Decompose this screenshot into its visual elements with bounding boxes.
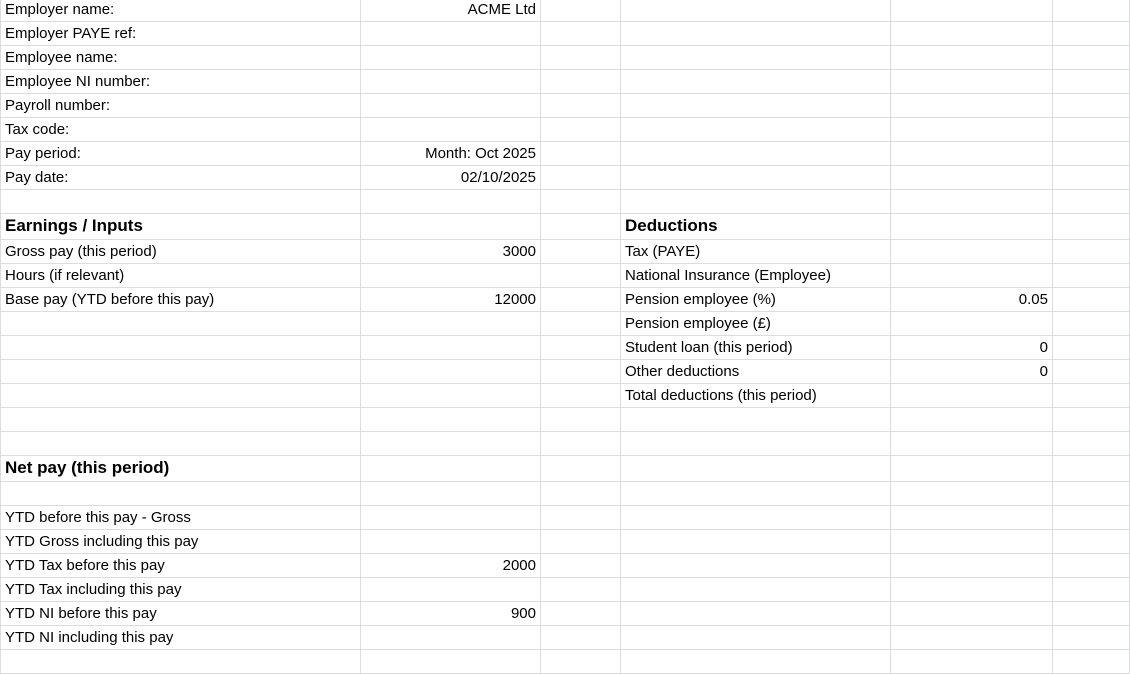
cell-C28[interactable]: [541, 650, 621, 674]
cell-D27[interactable]: [621, 626, 891, 650]
cell-F14[interactable]: [1053, 312, 1130, 336]
cell-E7[interactable]: [891, 142, 1053, 166]
cell-D16[interactable]: Other deductions: [621, 360, 891, 384]
cell-A23[interactable]: YTD Gross including this pay: [0, 530, 361, 554]
cell-B10[interactable]: [361, 214, 541, 240]
cell-F7[interactable]: [1053, 142, 1130, 166]
cell-C26[interactable]: [541, 602, 621, 626]
cell-F20[interactable]: [1053, 456, 1130, 482]
cell-C8[interactable]: [541, 166, 621, 190]
cell-F3[interactable]: [1053, 46, 1130, 70]
cell-A4[interactable]: Employee NI number:: [0, 70, 361, 94]
cell-F9[interactable]: [1053, 190, 1130, 214]
cell-D25[interactable]: [621, 578, 891, 602]
cell-E10[interactable]: [891, 214, 1053, 240]
cell-F22[interactable]: [1053, 506, 1130, 530]
cell-F17[interactable]: [1053, 384, 1130, 408]
cell-E15[interactable]: 0: [891, 336, 1053, 360]
cell-D2[interactable]: [621, 22, 891, 46]
cell-F12[interactable]: [1053, 264, 1130, 288]
cell-C11[interactable]: [541, 240, 621, 264]
cell-C22[interactable]: [541, 506, 621, 530]
cell-C23[interactable]: [541, 530, 621, 554]
cell-A3[interactable]: Employee name:: [0, 46, 361, 70]
cell-F23[interactable]: [1053, 530, 1130, 554]
cell-D24[interactable]: [621, 554, 891, 578]
cell-D15[interactable]: Student loan (this period): [621, 336, 891, 360]
cell-F21[interactable]: [1053, 482, 1130, 506]
cell-F10[interactable]: [1053, 214, 1130, 240]
cell-E18[interactable]: [891, 408, 1053, 432]
cell-E11[interactable]: [891, 240, 1053, 264]
cell-A17[interactable]: [0, 384, 361, 408]
cell-C2[interactable]: [541, 22, 621, 46]
cell-A21[interactable]: [0, 482, 361, 506]
cell-C25[interactable]: [541, 578, 621, 602]
cell-C18[interactable]: [541, 408, 621, 432]
cell-A12[interactable]: Hours (if relevant): [0, 264, 361, 288]
cell-F28[interactable]: [1053, 650, 1130, 674]
cell-A9[interactable]: [0, 190, 361, 214]
cell-E20[interactable]: [891, 456, 1053, 482]
cell-D11[interactable]: Tax (PAYE): [621, 240, 891, 264]
cell-A24[interactable]: YTD Tax before this pay: [0, 554, 361, 578]
cell-F1[interactable]: [1053, 0, 1130, 22]
cell-B8[interactable]: 02/10/2025: [361, 166, 541, 190]
cell-D21[interactable]: [621, 482, 891, 506]
cell-A26[interactable]: YTD NI before this pay: [0, 602, 361, 626]
cell-B16[interactable]: [361, 360, 541, 384]
cell-C20[interactable]: [541, 456, 621, 482]
cell-E12[interactable]: [891, 264, 1053, 288]
cell-A19[interactable]: [0, 432, 361, 456]
cell-E5[interactable]: [891, 94, 1053, 118]
cell-F15[interactable]: [1053, 336, 1130, 360]
cell-C7[interactable]: [541, 142, 621, 166]
cell-B18[interactable]: [361, 408, 541, 432]
cell-F11[interactable]: [1053, 240, 1130, 264]
cell-A18[interactable]: [0, 408, 361, 432]
cell-C4[interactable]: [541, 70, 621, 94]
cell-F6[interactable]: [1053, 118, 1130, 142]
cell-D9[interactable]: [621, 190, 891, 214]
cell-A8[interactable]: Pay date:: [0, 166, 361, 190]
cell-E23[interactable]: [891, 530, 1053, 554]
cell-F27[interactable]: [1053, 626, 1130, 650]
cell-D13[interactable]: Pension employee (%): [621, 288, 891, 312]
cell-E1[interactable]: [891, 0, 1053, 22]
cell-B19[interactable]: [361, 432, 541, 456]
cell-C10[interactable]: [541, 214, 621, 240]
cell-C27[interactable]: [541, 626, 621, 650]
cell-A13[interactable]: Base pay (YTD before this pay): [0, 288, 361, 312]
cell-D7[interactable]: [621, 142, 891, 166]
cell-F13[interactable]: [1053, 288, 1130, 312]
cell-D22[interactable]: [621, 506, 891, 530]
cell-E24[interactable]: [891, 554, 1053, 578]
cell-D12[interactable]: National Insurance (Employee): [621, 264, 891, 288]
cell-E17[interactable]: [891, 384, 1053, 408]
cell-E25[interactable]: [891, 578, 1053, 602]
cell-D1[interactable]: [621, 0, 891, 22]
cell-F19[interactable]: [1053, 432, 1130, 456]
cell-B12[interactable]: [361, 264, 541, 288]
cell-C3[interactable]: [541, 46, 621, 70]
cell-E22[interactable]: [891, 506, 1053, 530]
cell-B27[interactable]: [361, 626, 541, 650]
cell-A6[interactable]: Tax code:: [0, 118, 361, 142]
cell-D8[interactable]: [621, 166, 891, 190]
cell-B2[interactable]: [361, 22, 541, 46]
cell-E28[interactable]: [891, 650, 1053, 674]
cell-F18[interactable]: [1053, 408, 1130, 432]
cell-A10[interactable]: Earnings / Inputs: [0, 214, 361, 240]
cell-C9[interactable]: [541, 190, 621, 214]
cell-B9[interactable]: [361, 190, 541, 214]
cell-A27[interactable]: YTD NI including this pay: [0, 626, 361, 650]
cell-F4[interactable]: [1053, 70, 1130, 94]
cell-A11[interactable]: Gross pay (this period): [0, 240, 361, 264]
cell-D18[interactable]: [621, 408, 891, 432]
cell-D19[interactable]: [621, 432, 891, 456]
cell-D4[interactable]: [621, 70, 891, 94]
cell-F26[interactable]: [1053, 602, 1130, 626]
cell-E6[interactable]: [891, 118, 1053, 142]
cell-B6[interactable]: [361, 118, 541, 142]
cell-E8[interactable]: [891, 166, 1053, 190]
cell-A5[interactable]: Payroll number:: [0, 94, 361, 118]
cell-B20[interactable]: [361, 456, 541, 482]
cell-C24[interactable]: [541, 554, 621, 578]
cell-A25[interactable]: YTD Tax including this pay: [0, 578, 361, 602]
cell-B7[interactable]: Month: Oct 2025: [361, 142, 541, 166]
cell-C6[interactable]: [541, 118, 621, 142]
cell-E21[interactable]: [891, 482, 1053, 506]
cell-B14[interactable]: [361, 312, 541, 336]
cell-A14[interactable]: [0, 312, 361, 336]
cell-D10[interactable]: Deductions: [621, 214, 891, 240]
cell-B23[interactable]: [361, 530, 541, 554]
cell-E3[interactable]: [891, 46, 1053, 70]
cell-B4[interactable]: [361, 70, 541, 94]
cell-B1[interactable]: ACME Ltd: [361, 0, 541, 22]
cell-F2[interactable]: [1053, 22, 1130, 46]
cell-B13[interactable]: 12000: [361, 288, 541, 312]
cell-A20[interactable]: Net pay (this period): [0, 456, 361, 482]
cell-B26[interactable]: 900: [361, 602, 541, 626]
cell-B22[interactable]: [361, 506, 541, 530]
cell-C1[interactable]: [541, 0, 621, 22]
cell-A16[interactable]: [0, 360, 361, 384]
cell-F5[interactable]: [1053, 94, 1130, 118]
cell-C16[interactable]: [541, 360, 621, 384]
cell-B28[interactable]: [361, 650, 541, 674]
cell-A15[interactable]: [0, 336, 361, 360]
cell-A22[interactable]: YTD before this pay - Gross: [0, 506, 361, 530]
cell-B25[interactable]: [361, 578, 541, 602]
cell-C21[interactable]: [541, 482, 621, 506]
cell-F16[interactable]: [1053, 360, 1130, 384]
cell-C13[interactable]: [541, 288, 621, 312]
cell-E27[interactable]: [891, 626, 1053, 650]
cell-D14[interactable]: Pension employee (£): [621, 312, 891, 336]
cell-C15[interactable]: [541, 336, 621, 360]
cell-C5[interactable]: [541, 94, 621, 118]
cell-B3[interactable]: [361, 46, 541, 70]
cell-B24[interactable]: 2000: [361, 554, 541, 578]
cell-D6[interactable]: [621, 118, 891, 142]
cell-E26[interactable]: [891, 602, 1053, 626]
cell-B11[interactable]: 3000: [361, 240, 541, 264]
cell-E16[interactable]: 0: [891, 360, 1053, 384]
cell-F25[interactable]: [1053, 578, 1130, 602]
cell-F24[interactable]: [1053, 554, 1130, 578]
cell-B15[interactable]: [361, 336, 541, 360]
cell-C17[interactable]: [541, 384, 621, 408]
cell-E14[interactable]: [891, 312, 1053, 336]
cell-D5[interactable]: [621, 94, 891, 118]
cell-E13[interactable]: 0.05: [891, 288, 1053, 312]
cell-D3[interactable]: [621, 46, 891, 70]
cell-A7[interactable]: Pay period:: [0, 142, 361, 166]
cell-D17[interactable]: Total deductions (this period): [621, 384, 891, 408]
cell-D20[interactable]: [621, 456, 891, 482]
cell-B17[interactable]: [361, 384, 541, 408]
cell-F8[interactable]: [1053, 166, 1130, 190]
cell-E19[interactable]: [891, 432, 1053, 456]
cell-A1[interactable]: Employer name:: [0, 0, 361, 22]
cell-D26[interactable]: [621, 602, 891, 626]
cell-C19[interactable]: [541, 432, 621, 456]
cell-B5[interactable]: [361, 94, 541, 118]
cell-E9[interactable]: [891, 190, 1053, 214]
cell-C14[interactable]: [541, 312, 621, 336]
cell-B21[interactable]: [361, 482, 541, 506]
cell-A2[interactable]: Employer PAYE ref:: [0, 22, 361, 46]
cell-E2[interactable]: [891, 22, 1053, 46]
cell-D23[interactable]: [621, 530, 891, 554]
cell-C12[interactable]: [541, 264, 621, 288]
cell-A28[interactable]: [0, 650, 361, 674]
cell-E4[interactable]: [891, 70, 1053, 94]
cell-D28[interactable]: [621, 650, 891, 674]
